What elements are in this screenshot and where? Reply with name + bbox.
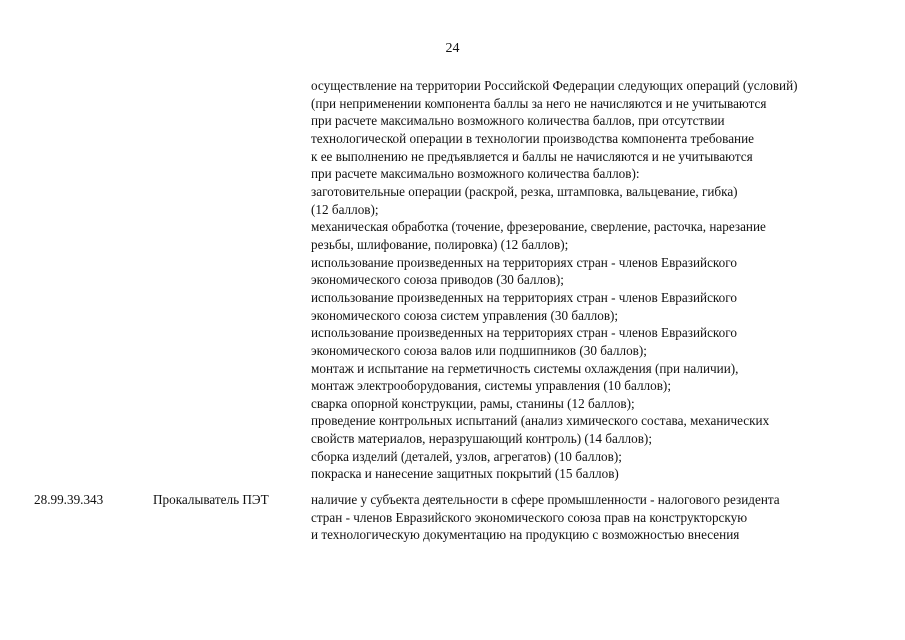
- requirement-line: экономического союза систем управления (30 баллов);: [311, 307, 619, 323]
- page-number: 24: [445, 41, 460, 56]
- product-code: 28.99.39.343: [34, 492, 104, 507]
- requirement-line: стран - членов Евразийского экономического союза прав на конструкторскую: [311, 509, 748, 525]
- requirement-line: свойств материалов, неразрушающий контроль) (14 баллов);: [311, 431, 652, 447]
- requirement-line: монтаж электрооборудования, системы управления (10 баллов);: [311, 378, 671, 394]
- continued-requirements-block: [311, 77, 891, 483]
- requirement-line: экономического союза валов или подшипников (30 баллов);: [311, 342, 647, 358]
- requirement-line: технологической операции в технологии производства компонента требование: [311, 130, 755, 146]
- requirement-line: заготовительные операции (раскрой, резка, штамповка, вальцевание, гибка): [311, 183, 738, 199]
- requirement-line: при расчете максимально возможного количества баллов, при отсутствии: [311, 113, 725, 129]
- requirement-line: сборка изделий (деталей, узлов, агрегатов) (10 баллов);: [311, 448, 622, 464]
- product-name: Прокалыватель ПЭТ: [153, 492, 269, 507]
- requirement-line: проведение контрольных испытаний (анализ химического состава, механических: [311, 413, 770, 429]
- requirement-line: механическая обработка (точение, фрезерование, сверление, расточка, нарезание: [311, 219, 766, 235]
- requirement-line: и технологическую документацию на продукцию с возможностью внесения: [311, 527, 740, 543]
- requirement-line: к ее выполнению не предъявляется и баллы не начисляются и не учитываются: [311, 148, 753, 164]
- requirement-line: (при неприменении компонента баллы за него не начисляются и не учитываются: [311, 95, 767, 111]
- requirement-line: покраска и нанесение защитных покрытий (15 баллов): [311, 466, 619, 482]
- requirement-line: использование произведенных на территориях стран - членов Евразийского: [311, 254, 737, 270]
- requirement-line: наличие у субъекта деятельности в сфере промышленности - налогового резидента: [311, 492, 780, 507]
- requirement-line: использование произведенных на территориях стран - членов Евразийского: [311, 289, 737, 305]
- requirement-line: при расчете максимально возможного количества баллов):: [311, 166, 640, 182]
- requirement-line: экономического союза приводов (30 баллов);: [311, 272, 564, 288]
- requirement-line: сварка опорной конструкции, рамы, станины (12 баллов);: [311, 395, 635, 411]
- requirement-line: использование произведенных на территориях стран - членов Евразийского: [311, 325, 737, 341]
- requirement-line: резьбы, шлифование, полировка) (12 баллов);: [311, 236, 569, 252]
- requirement-line: осуществление на территории Российской Федерации следующих операций (условий): [311, 78, 798, 93]
- requirement-line: (12 баллов);: [311, 201, 379, 217]
- requirement-line: монтаж и испытание на герметичность системы охлаждения (при наличии),: [311, 360, 739, 376]
- product-requirements: [311, 491, 891, 544]
